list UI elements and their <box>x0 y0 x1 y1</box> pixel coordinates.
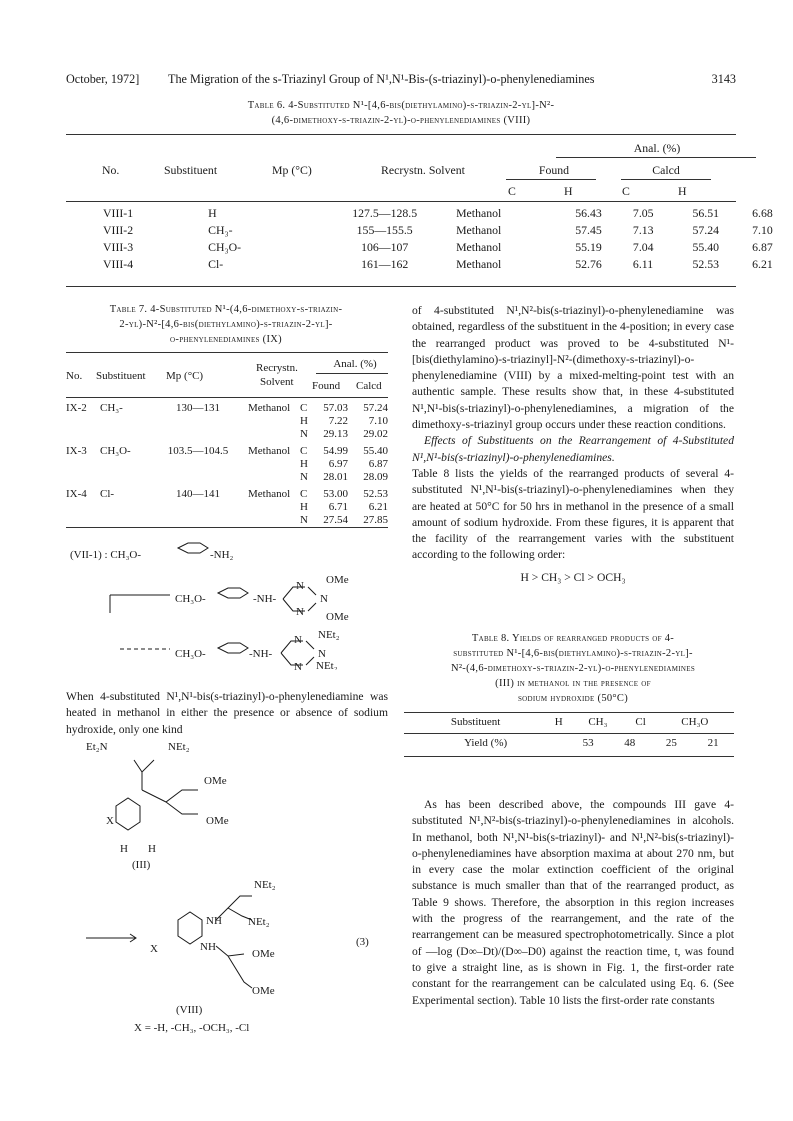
table6-header <box>66 137 736 199</box>
s2-label-iii: (III) <box>132 859 151 871</box>
table6-found-rule <box>506 179 596 180</box>
table6-col-calcd: Calcd <box>652 163 680 177</box>
table7-mp: 140—141 <box>176 488 220 500</box>
table7-calcd: 6.21 <box>368 501 388 513</box>
table7-found: 6.71 <box>328 501 348 513</box>
scheme-row2-ch3o: CH₃O- <box>175 593 206 605</box>
table8-caption-line1: Table 8. Yields of rearranged products of 4- <box>471 633 675 644</box>
scheme-row3-net2: NEt₂ <box>316 660 338 670</box>
table6-bottom-rule <box>66 286 736 287</box>
table6-cell: 6.21 <box>752 257 773 271</box>
s2-net2-b: NEt₂ <box>248 916 270 928</box>
table6-cell: 6.87 <box>752 240 773 254</box>
table8-caption <box>412 631 734 706</box>
substituent-order: H > CH₃ > Cl > OCH₃ <box>520 570 626 584</box>
s2-benzene-1 <box>116 798 140 830</box>
table7-element: H <box>300 501 308 513</box>
table7-caption-line3: o-phenylenediamines (IX) <box>170 334 282 345</box>
table7-calcd: 57.24 <box>363 402 388 414</box>
table7-bottom-rule <box>66 527 388 528</box>
table6-cell: Cl- <box>208 257 224 271</box>
table7-calcd: 27.85 <box>363 514 388 526</box>
table6-cell: 7.10 <box>752 223 773 237</box>
table7-col-calcd: Calcd <box>356 380 382 392</box>
s2-ome1: OMe <box>204 775 227 787</box>
table8-caption-line3: N²-(4,6-dimethoxy-s-triazin-2-yl)-o-phenylenediamines <box>450 663 696 674</box>
page-number: 3143 <box>711 72 736 86</box>
table6-row <box>102 222 793 239</box>
table8-header-cell: CH₃ <box>588 716 608 728</box>
benzene-ring-3 <box>218 643 248 653</box>
table6-cell: 52.53 <box>692 257 720 271</box>
table7-solvent: Methanol <box>248 445 291 457</box>
table7-found: 6.97 <box>328 458 348 470</box>
table6-cell: 56.51 <box>692 206 720 220</box>
table6-col-fc: C <box>508 184 516 198</box>
table7-element: C <box>300 488 308 500</box>
scheme-row3-nh: -NH- <box>249 648 273 660</box>
table7-col-mp: Mp (°C) <box>166 370 204 382</box>
table7-found: 7.22 <box>328 415 348 427</box>
s2-eqno: (3) <box>356 936 369 948</box>
table6-row <box>102 256 793 273</box>
table8 <box>404 716 734 728</box>
s2-ome2: OMe <box>206 815 229 827</box>
s2-et2n: Et₂N <box>86 741 108 753</box>
table7-calcd: 6.87 <box>368 458 388 470</box>
table7-header <box>66 356 388 396</box>
table6-col-solv: Recrystn. Solvent <box>381 163 465 177</box>
table7-caption <box>66 302 386 347</box>
right-paragraph-2: Table 8 lists the yields of the rearranged products of several 4-substituted N¹,N¹-bis(s-triazinyl)-o-phenylenediamines when they are heated at 50°C for 50 hrs in methanol in the presence of a small amount of sodium hydroxide. From these figures, it is apparent that the facility of the rearrangement varies with the substituent according to the following order: <box>412 466 734 562</box>
table6-cell: 52.76 <box>575 257 602 271</box>
scheme-row2-ome1: OMe <box>326 574 349 586</box>
s2-label-viii: (VIII) <box>176 1004 203 1016</box>
table6-anal-rule <box>556 157 756 158</box>
table8-caption-line2: substituted N¹-[4,6-bis(diethylamino)-s-triazin-2-yl]- <box>453 648 693 659</box>
table6-col-ch: H <box>678 184 687 198</box>
table7-col-found: Found <box>312 380 341 392</box>
table7-caption-line2: 2-yl)-N²-[4,6-bis(diethylamino)-s-triazin-2-yl]- <box>119 319 333 330</box>
table6-cell: CH₃- <box>208 223 233 237</box>
s2-x1: X <box>106 815 114 827</box>
table6-cell: VIII-3 <box>103 240 134 254</box>
s2-h1: H <box>120 843 128 855</box>
table6-cell: 55.40 <box>692 240 720 254</box>
table6-calcd-rule <box>621 179 711 180</box>
scheme-vii1-label: (VII-1) : CH₃O- <box>70 549 142 561</box>
table8-bottom-rule <box>404 756 734 757</box>
right-paragraph-1: of 4-substituted N¹,N²-bis(s-triazinyl)-o-phenylenediamine was obtained, regardless of the substituent in the 4-position; in every case the rearranged product was proved to be 4-substituted N¹-[bis(diethylamino)-s-triazinyl]-N²-(dimethoxy-s-triazinyl)-o-phenylenediamine (VIII) by a mixed-melting-point test with an authentic sample. These results show that, in these 4-substituted N¹,N¹-bis(s-triazinyl)-o-phenylenediamines, a migration of the dimethoxy-s-triazinyl group occurs under these reaction conditions. <box>412 304 734 432</box>
table6-cell: VIII-2 <box>103 223 134 237</box>
table7-calcd: 28.09 <box>363 471 388 483</box>
scheme-vii1-nh2: -NH₂ <box>210 549 234 561</box>
table8-header-cell: Cl <box>635 716 646 728</box>
s2-nh1: NH <box>206 915 222 927</box>
table8-cell: Yield (%) <box>464 737 508 749</box>
table8-body <box>404 737 734 749</box>
table6-caption <box>66 98 736 128</box>
table7-element: N <box>300 471 308 483</box>
table7-mp: 103.5—104.5 <box>167 445 229 457</box>
table7-element: H <box>300 415 308 427</box>
table6-col-no: No. <box>102 163 120 177</box>
table8-cell: 21 <box>707 737 719 749</box>
table6-cell: 7.04 <box>632 240 654 254</box>
table7-found: 29.13 <box>323 428 348 440</box>
table8-yield-row <box>404 737 734 749</box>
table6-cell: 127.5—128.5 <box>352 206 418 220</box>
table7-substituent: CH₃- <box>100 402 123 414</box>
table7-col-solv1: Recrystn. <box>256 362 298 374</box>
table8-cell: 25 <box>665 737 677 749</box>
table6-cell: 155—155.5 <box>356 223 413 237</box>
table7-col-anal: Anal. (%) <box>333 358 377 370</box>
table6-anal-header: Anal. (%) <box>633 141 681 155</box>
table7-col-no: No. <box>66 370 83 382</box>
table6-cell: 7.13 <box>632 223 654 237</box>
scheme-row2-n3: N <box>296 606 304 618</box>
table7-anal-rule <box>316 373 388 374</box>
table7-calcd: 55.40 <box>363 445 388 457</box>
table7-no: IX-2 <box>66 402 87 414</box>
table6-body <box>102 205 793 273</box>
benzene-ring-1 <box>178 543 208 553</box>
table7-calcd: 52.53 <box>363 488 388 500</box>
table7-top-rule <box>66 352 388 353</box>
scheme-row2-nh: -NH- <box>253 593 277 605</box>
scheme-row3-n2: N <box>318 648 326 660</box>
right-column-top <box>412 303 734 586</box>
table6-col-fh: H <box>564 184 573 198</box>
table8-mid-rule <box>404 733 734 734</box>
s2-triazine-bonds-3 <box>216 946 252 988</box>
table6-cell: CH₃O- <box>208 240 242 254</box>
scheme-vii1 <box>60 535 395 670</box>
table6-cell: H <box>208 206 217 220</box>
table7-found: 54.99 <box>323 445 348 457</box>
scheme-row2-n2: N <box>320 593 328 605</box>
table6-row <box>102 205 793 222</box>
table8-caption-line4: (III) in methanol in the presence of <box>495 678 651 689</box>
table8-header-cell: H <box>554 716 563 728</box>
table7-substituent: Cl- <box>100 488 115 500</box>
table8-caption-line5: sodium hydroxide (50°C) <box>517 693 629 704</box>
table6-cell: 161—162 <box>361 257 409 271</box>
scheme-row3-net1: NEt₂ <box>318 629 340 641</box>
table6-top-rule <box>66 134 736 135</box>
table6-cell: Methanol <box>456 223 502 237</box>
header-title: The Migration of the s-Triazinyl Group of N¹,N¹-Bis-(s-triazinyl)-o-phenylenediamines <box>168 72 595 86</box>
table7-no: IX-4 <box>66 488 87 500</box>
table7-found: 57.03 <box>323 402 348 414</box>
table7-calcd: 7.10 <box>368 415 388 427</box>
s2-ome3: OMe <box>252 948 275 960</box>
table8-header-cell: CH₃O <box>681 716 709 728</box>
table6-col-mp: Mp (°C) <box>272 163 312 177</box>
table7-element: N <box>300 514 308 526</box>
benzene-ring-2 <box>218 588 248 598</box>
table6-col-sub: Substituent <box>164 163 218 177</box>
table7-found: 28.01 <box>323 471 348 483</box>
left-paragraph: When 4-substituted N¹,N¹-bis(s-triazinyl)-o-phenylenediamine was heated in methanol in either the presence or absence of sodium hydroxide, only one kind <box>66 690 388 736</box>
table6-cell: 57.24 <box>692 223 720 237</box>
table7-element: C <box>300 445 308 457</box>
table6-col-cc: C <box>622 184 630 198</box>
table6-caption-line2: (4,6-dimethoxy-s-triazin-2-yl)-o-phenylenediamines (VIII) <box>271 115 531 126</box>
s2-net2-top: NEt₂ <box>168 741 190 753</box>
table7-mp: 130—131 <box>176 402 220 414</box>
scheme-row3-n1: N <box>294 634 302 646</box>
table6-cell: Methanol <box>456 240 502 254</box>
table8-cell: 53 <box>582 737 594 749</box>
scheme-row3-n3: N <box>294 661 302 670</box>
table7-found: 27.54 <box>323 514 348 526</box>
table6-cell: 6.68 <box>752 206 773 220</box>
scheme-row2-n1: N <box>296 580 304 592</box>
scheme-row2-ome2: OMe <box>326 611 349 623</box>
table6-cell: 57.45 <box>575 223 602 237</box>
s2-triazine-bonds-1 <box>134 760 198 814</box>
table6-caption-line1: Table 6. 4-Substituted N¹-[4,6-bis(diethylamino)-s-triazin-2-yl]-N²- <box>247 100 555 111</box>
table8-header-cell: Substituent <box>450 716 501 728</box>
table7-no: IX-3 <box>66 445 87 457</box>
scheme-iii-viii <box>76 738 401 1038</box>
table7-col-solv2: Solvent <box>260 376 294 388</box>
table8-top-rule <box>404 712 734 713</box>
s2-benzene-2 <box>178 912 202 944</box>
s2-x2: X <box>150 943 158 955</box>
table6-cell: 6.11 <box>632 257 654 271</box>
table6-cell: 56.43 <box>575 206 602 220</box>
table7-found: 53.00 <box>323 488 348 500</box>
table6-cell: VIII-4 <box>103 257 134 271</box>
table7-substituent: CH₃O- <box>100 445 131 457</box>
scheme-row3-ch3o: CH₃O- <box>175 648 206 660</box>
s2-net2-a: NEt₂ <box>254 879 276 891</box>
table7-caption-line1: Table 7. 4-Substituted N¹-(4,6-dimethoxy-s-triazin- <box>109 304 343 315</box>
table6-row <box>102 239 793 256</box>
right-section-heading: Effects of Substituents on the Rearrangement of 4-Substituted N¹,N¹-bis(s-triazinyl)-o-phenylenediamines. <box>412 434 734 464</box>
s2-nh2: NH <box>200 941 216 953</box>
table6-cell: 106—107 <box>361 240 409 254</box>
table7-element: C <box>300 402 308 414</box>
table7-mid-rule <box>66 397 388 398</box>
table7-solvent: Methanol <box>248 488 291 500</box>
table6-cell: VIII-1 <box>103 206 134 220</box>
s2-ome4: OMe <box>252 985 275 997</box>
table8-cell: 48 <box>624 737 636 749</box>
table7-col-sub: Substituent <box>96 370 146 382</box>
table7-element: H <box>300 458 308 470</box>
table6-cell: 55.19 <box>575 240 602 254</box>
table7-calcd: 29.02 <box>363 428 388 440</box>
table6-cell: Methanol <box>456 257 502 271</box>
table6-col-found: Found <box>538 163 570 177</box>
s2-xdef: X = -H, -CH₃, -OCH₃, -Cl <box>134 1022 250 1034</box>
right-paragraph-3: As has been described above, the compounds III gave 4-substituted N¹,N²-bis(s-triazinyl)-o-phenylenediamines in alcohols. In methanol, both N¹,N¹-bis(s-triazinyl)- and N¹,N²-bis(s-triazinyl)-o-phenylenediamines have absorption maxima at about 270 nm, but in every case the molar extinction coefficient of the original substance is much smaller than that of the rearranged product, as Table 9 shows. Therefore, the absorption in this region increases with the progress of the rearrangement, and the rate of the rearrangement can be measured spectrophotometrically. Since a plot of —log (D∞–Dt)/(D∞–D0) against the reaction time, t, was found to give a straight line, as is shown in Fig. 1, the first-order rate constant for the rearrangement can be calculated using Eq. 6. (See Experimental section). Table 10 lists the first-order rate constants <box>412 798 734 1007</box>
table6-cell: Methanol <box>456 206 502 220</box>
table6-cell: 7.05 <box>632 206 654 220</box>
header-date: October, 1972] <box>66 72 140 86</box>
table6-mid-rule <box>66 201 736 202</box>
table7-solvent: Methanol <box>248 402 291 414</box>
table8-header-row <box>404 716 734 728</box>
table7-element: N <box>300 428 308 440</box>
s2-h2: H <box>148 843 156 855</box>
